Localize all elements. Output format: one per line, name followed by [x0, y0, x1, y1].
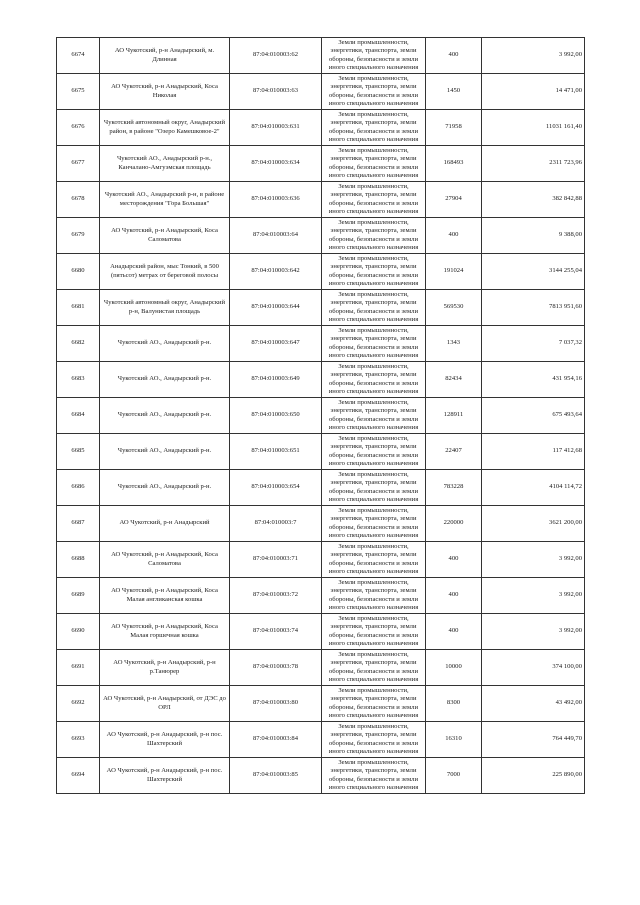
land-category-cell: Земли промышленности, энергетики, транспорта, земли обороны, безопасности и земли иного специального назначения	[322, 614, 426, 650]
area-cell: 191024	[426, 254, 482, 290]
area-cell: 10000	[426, 650, 482, 686]
area-cell: 82434	[426, 362, 482, 398]
address-cell: Чукотский АО., Анадырский р-н.	[100, 470, 230, 506]
table-row	[57, 146, 585, 182]
area-cell: 128911	[426, 398, 482, 434]
address-cell: Чукотский АО., Анадырский р-н.	[100, 362, 230, 398]
cadastral-number-cell: 87:04:010003:71	[230, 542, 322, 578]
table-row	[57, 38, 585, 74]
address-cell: АО Чукотский, р-н Анадырский	[100, 506, 230, 542]
land-category-cell: Земли промышленности, энергетики, транспорта, земли обороны, безопасности и земли иного специального назначения	[322, 542, 426, 578]
area-cell: 168493	[426, 146, 482, 182]
address-cell: АО Чукотский, р-н Анадырский, Коса Николая	[100, 74, 230, 110]
table-row	[57, 110, 585, 146]
table-row	[57, 614, 585, 650]
cadastral-number-cell: 87:04:010003:7	[230, 506, 322, 542]
cadastral-number-cell: 87:04:010003:636	[230, 182, 322, 218]
address-cell: АО Чукотский, р-н Анадырский, от ДЭС до ОРЛ	[100, 686, 230, 722]
cadastral-value-cell: 3 992,00	[482, 614, 585, 650]
cadastral-number-cell: 87:04:010003:72	[230, 578, 322, 614]
area-cell: 8300	[426, 686, 482, 722]
cadastral-value-cell: 7813 951,60	[482, 290, 585, 326]
address-cell: АО Чукотский, р-н Анадырский, Коса Малая англиканская кошка	[100, 578, 230, 614]
address-cell: Чукотский АО., Анадырский р-н.	[100, 434, 230, 470]
land-category-cell: Земли промышленности, энергетики, транспорта, земли обороны, безопасности и земли иного специального назначения	[322, 110, 426, 146]
table-row	[57, 218, 585, 254]
area-cell: 1343	[426, 326, 482, 362]
table-row	[57, 470, 585, 506]
cadastral-value-cell: 3 992,00	[482, 578, 585, 614]
document-page	[56, 37, 584, 794]
area-cell: 22407	[426, 434, 482, 470]
area-cell: 7000	[426, 758, 482, 794]
address-cell: Анадырский район, мыс Тонкий, в 500 (пятьсот) метрах от береговой полосы	[100, 254, 230, 290]
land-category-cell: Земли промышленности, энергетики, транспорта, земли обороны, безопасности и земли иного специального назначения	[322, 254, 426, 290]
row-number-cell: 6682	[57, 326, 100, 362]
address-cell: АО Чукотский, р-н Анадырский, Коса Саломатова	[100, 542, 230, 578]
row-number-cell: 6694	[57, 758, 100, 794]
cadastral-value-cell: 431 954,16	[482, 362, 585, 398]
row-number-cell: 6687	[57, 506, 100, 542]
land-category-cell: Земли промышленности, энергетики, транспорта, земли обороны, безопасности и земли иного специального назначения	[322, 470, 426, 506]
address-cell: АО Чукотский, р-н Анадырский, р-н пос. Шахтерский	[100, 758, 230, 794]
cadastral-number-cell: 87:04:010003:654	[230, 470, 322, 506]
cadastral-number-cell: 87:04:010003:647	[230, 326, 322, 362]
cadastral-value-cell: 7 037,32	[482, 326, 585, 362]
area-cell: 220000	[426, 506, 482, 542]
area-cell: 1450	[426, 74, 482, 110]
row-number-cell: 6679	[57, 218, 100, 254]
cadastral-value-cell: 14 471,00	[482, 74, 585, 110]
cadastral-number-cell: 87:04:010003:644	[230, 290, 322, 326]
table-row	[57, 290, 585, 326]
row-number-cell: 6690	[57, 614, 100, 650]
cadastral-value-cell: 675 493,64	[482, 398, 585, 434]
area-cell: 400	[426, 614, 482, 650]
cadastral-number-cell: 87:04:010003:74	[230, 614, 322, 650]
table-row	[57, 650, 585, 686]
land-category-cell: Земли промышленности, энергетики, транспорта, земли обороны, безопасности и земли иного специального назначения	[322, 722, 426, 758]
table-row	[57, 758, 585, 794]
row-number-cell: 6686	[57, 470, 100, 506]
land-category-cell: Земли промышленности, энергетики, транспорта, земли обороны, безопасности и земли иного специального назначения	[322, 218, 426, 254]
cadastral-number-cell: 87:04:010003:642	[230, 254, 322, 290]
area-cell: 27904	[426, 182, 482, 218]
land-category-cell: Земли промышленности, энергетики, транспорта, земли обороны, безопасности и земли иного специального назначения	[322, 326, 426, 362]
land-plots-table	[56, 37, 585, 794]
address-cell: Чукотский автономный округ, Анадырский р-н, Валунистая площадь	[100, 290, 230, 326]
cadastral-value-cell: 2311 723,96	[482, 146, 585, 182]
address-cell: АО Чукотский, р-н Анадырский, р-н р.Танюрер	[100, 650, 230, 686]
row-number-cell: 6684	[57, 398, 100, 434]
row-number-cell: 6692	[57, 686, 100, 722]
address-cell: Чукотский АО., Анадырский р-н.	[100, 398, 230, 434]
address-cell: Чукотский автономный округ, Анадырский район, в районе "Озеро Камешковое-2"	[100, 110, 230, 146]
address-cell: АО Чукотский, р-н Анадырский, Коса Малая горшечная кошка	[100, 614, 230, 650]
table-row	[57, 506, 585, 542]
row-number-cell: 6676	[57, 110, 100, 146]
area-cell: 783228	[426, 470, 482, 506]
row-number-cell: 6693	[57, 722, 100, 758]
cadastral-number-cell: 87:04:010003:649	[230, 362, 322, 398]
land-category-cell: Земли промышленности, энергетики, транспорта, земли обороны, безопасности и земли иного специального назначения	[322, 686, 426, 722]
land-category-cell: Земли промышленности, энергетики, транспорта, земли обороны, безопасности и земли иного специального назначения	[322, 290, 426, 326]
row-number-cell: 6685	[57, 434, 100, 470]
cadastral-value-cell: 374 100,00	[482, 650, 585, 686]
table-row	[57, 578, 585, 614]
land-category-cell: Земли промышленности, энергетики, транспорта, земли обороны, безопасности и земли иного специального назначения	[322, 578, 426, 614]
address-cell: Чукотский АО., Анадырский р-н, в районе месторождения "Гора Большая"	[100, 182, 230, 218]
cadastral-value-cell: 3 992,00	[482, 38, 585, 74]
cadastral-number-cell: 87:04:010003:80	[230, 686, 322, 722]
cadastral-number-cell: 87:04:010003:84	[230, 722, 322, 758]
cadastral-number-cell: 87:04:010003:631	[230, 110, 322, 146]
cadastral-value-cell: 11031 161,40	[482, 110, 585, 146]
table-row	[57, 254, 585, 290]
row-number-cell: 6677	[57, 146, 100, 182]
cadastral-number-cell: 87:04:010003:651	[230, 434, 322, 470]
cadastral-number-cell: 87:04:010003:64	[230, 218, 322, 254]
table-row	[57, 398, 585, 434]
cadastral-number-cell: 87:04:010003:63	[230, 74, 322, 110]
area-cell: 569530	[426, 290, 482, 326]
land-category-cell: Земли промышленности, энергетики, транспорта, земли обороны, безопасности и земли иного специального назначения	[322, 758, 426, 794]
address-cell: АО Чукотский, р-н Анадырский, р-н пос. Шахтерский	[100, 722, 230, 758]
area-cell: 400	[426, 218, 482, 254]
land-category-cell: Земли промышленности, энергетики, транспорта, земли обороны, безопасности и земли иного специального назначения	[322, 362, 426, 398]
address-cell: АО Чукотский, р-н Анадырский, м. Длинная	[100, 38, 230, 74]
land-category-cell: Земли промышленности, энергетики, транспорта, земли обороны, безопасности и земли иного специального назначения	[322, 38, 426, 74]
land-category-cell: Земли промышленности, энергетики, транспорта, земли обороны, безопасности и земли иного специального назначения	[322, 146, 426, 182]
table-row	[57, 686, 585, 722]
cadastral-value-cell: 4104 114,72	[482, 470, 585, 506]
table-row	[57, 434, 585, 470]
table-row	[57, 542, 585, 578]
land-category-cell: Земли промышленности, энергетики, транспорта, земли обороны, безопасности и земли иного специального назначения	[322, 398, 426, 434]
cadastral-value-cell: 764 449,70	[482, 722, 585, 758]
row-number-cell: 6683	[57, 362, 100, 398]
cadastral-value-cell: 43 492,00	[482, 686, 585, 722]
land-category-cell: Земли промышленности, энергетики, транспорта, земли обороны, безопасности и земли иного специального назначения	[322, 434, 426, 470]
table-row	[57, 362, 585, 398]
address-cell: Чукотский АО., Анадырский р-н.	[100, 326, 230, 362]
cadastral-number-cell: 87:04:010003:634	[230, 146, 322, 182]
cadastral-number-cell: 87:04:010003:78	[230, 650, 322, 686]
row-number-cell: 6678	[57, 182, 100, 218]
cadastral-value-cell: 9 388,00	[482, 218, 585, 254]
cadastral-value-cell: 225 890,00	[482, 758, 585, 794]
row-number-cell: 6688	[57, 542, 100, 578]
area-cell: 71958	[426, 110, 482, 146]
row-number-cell: 6691	[57, 650, 100, 686]
address-cell: АО Чукотский, р-н Анадырский, Коса Саломатова	[100, 218, 230, 254]
area-cell: 400	[426, 542, 482, 578]
cadastral-value-cell: 382 842,88	[482, 182, 585, 218]
cadastral-value-cell: 3 992,00	[482, 542, 585, 578]
area-cell: 400	[426, 578, 482, 614]
cadastral-value-cell: 3621 200,00	[482, 506, 585, 542]
area-cell: 16310	[426, 722, 482, 758]
row-number-cell: 6680	[57, 254, 100, 290]
table-row	[57, 326, 585, 362]
cadastral-number-cell: 87:04:010003:85	[230, 758, 322, 794]
row-number-cell: 6681	[57, 290, 100, 326]
address-cell: Чукотский АО., Анадырский р-н., Канчалано-Амгуэмская площадь	[100, 146, 230, 182]
table-body	[57, 38, 585, 794]
land-category-cell: Земли промышленности, энергетики, транспорта, земли обороны, безопасности и земли иного специального назначения	[322, 650, 426, 686]
cadastral-number-cell: 87:04:010003:650	[230, 398, 322, 434]
row-number-cell: 6689	[57, 578, 100, 614]
cadastral-value-cell: 117 412,68	[482, 434, 585, 470]
cadastral-number-cell: 87:04:010003:62	[230, 38, 322, 74]
area-cell: 400	[426, 38, 482, 74]
land-category-cell: Земли промышленности, энергетики, транспорта, земли обороны, безопасности и земли иного специального назначения	[322, 182, 426, 218]
land-category-cell: Земли промышленности, энергетики, транспорта, земли обороны, безопасности и земли иного специального назначения	[322, 506, 426, 542]
table-row	[57, 722, 585, 758]
table-row	[57, 182, 585, 218]
cadastral-value-cell: 3144 255,04	[482, 254, 585, 290]
row-number-cell: 6674	[57, 38, 100, 74]
table-row	[57, 74, 585, 110]
land-category-cell: Земли промышленности, энергетики, транспорта, земли обороны, безопасности и земли иного специального назначения	[322, 74, 426, 110]
row-number-cell: 6675	[57, 74, 100, 110]
